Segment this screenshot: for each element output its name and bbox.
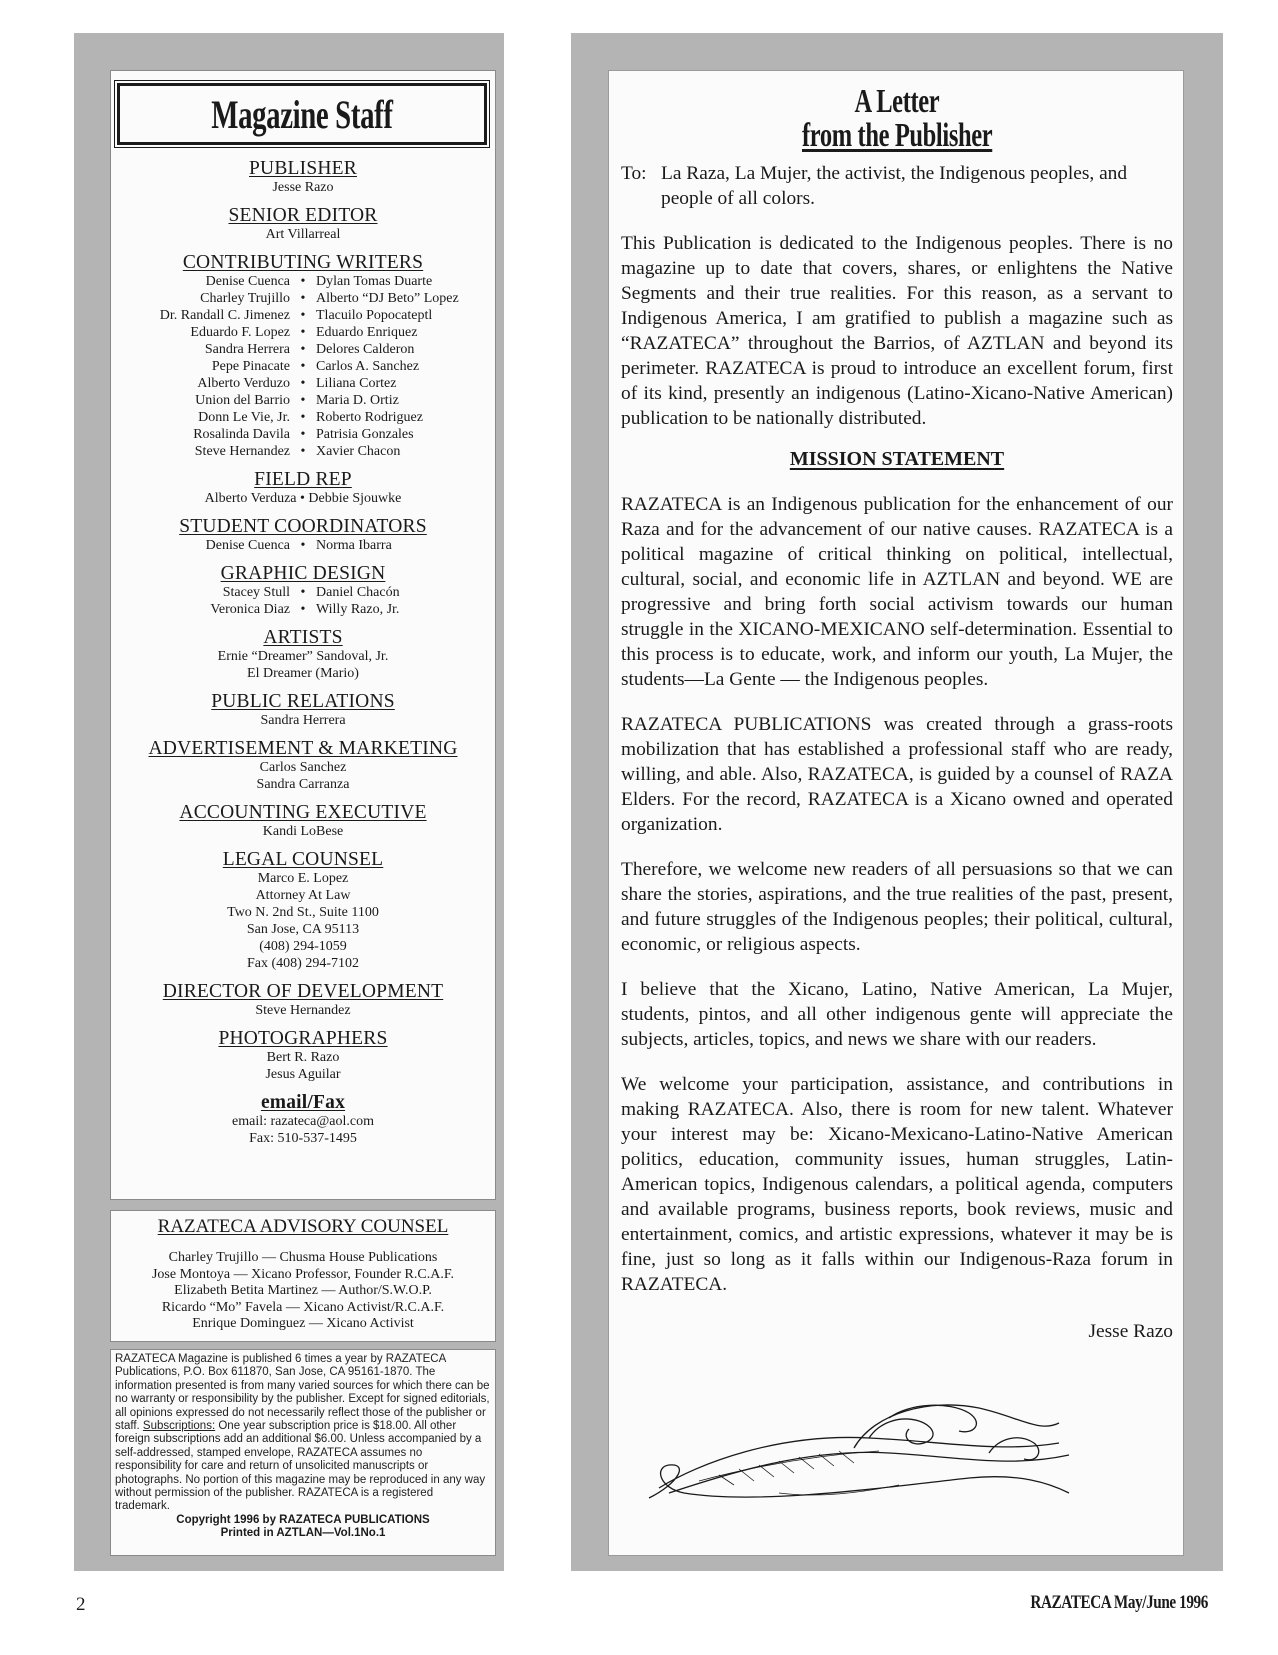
subscriptions-label: Subscriptions: (142, 1420, 216, 1433)
staff-row (111, 324, 495, 341)
staff-name: Roberto Rodriguez (316, 410, 423, 425)
bullet-separator: • (300, 325, 306, 340)
staff-name: Sandra Herrera (204, 342, 290, 357)
letter-paragraph: RAZATECA is an Indigenous publication for the enhancement of our Raza and for the advancement of our native causes. RAZATECA is a political magazine of critical thinking on political, intellectual, cultural, social, and economic life in AZTLAN and beyond. WE are progressive and bring forth social activism towards our human struggle in the XICANO-MEXICANO self-determination. Essential to this process is to educate, work, and inform our youth, La Mujer, the students—La Gente — the Indigenous peoples. (621, 494, 1173, 690)
page-number: 2 (76, 1594, 86, 1615)
staff-name: Art Villarreal (265, 227, 341, 242)
section-graphic-design (111, 564, 495, 618)
staff-name: Two N. 2nd St., Suite 1100 (227, 905, 379, 920)
staff-name: El Dreamer (Mario) (247, 666, 359, 681)
staff-name: Alberto “DJ Beto” Lopez (316, 291, 459, 306)
advisor: Jose Montoya — Xicano Professor, Founder R.C.A.F. (151, 1266, 455, 1282)
staff-name: Norma Ibarra (316, 538, 392, 553)
staff-name: Pepe Pinacate (211, 359, 290, 374)
staff-title: Magazine Staff (211, 91, 393, 137)
staff-row (111, 290, 495, 307)
staff-name: Fax (408) 294-7102 (247, 956, 359, 971)
signer-name: Jesse Razo (1088, 1321, 1173, 1342)
bullet-separator: • (300, 538, 306, 553)
staff-name: Xavier Chacon (316, 444, 401, 459)
to-label: To: (621, 163, 647, 184)
advisory-heading: RAZATECA ADVISORY COUNSEL (157, 1216, 449, 1237)
section-heading: DIRECTOR OF DEVELOPMENT (162, 981, 444, 1002)
staff-name: Dylan Tomas Duarte (316, 274, 433, 289)
section-heading: PHOTOGRAPHERS (218, 1028, 388, 1049)
bullet-separator: • (300, 274, 306, 289)
staff-name: (408) 294-1059 (259, 939, 347, 954)
staff-name: Tlacuilo Popocateptl (316, 308, 433, 323)
section-heading: FIELD REP (254, 469, 352, 490)
staff-name: Kandi LoBese (262, 824, 344, 839)
staff-row (111, 426, 495, 443)
section-accounting (111, 803, 495, 840)
section-legal-counsel (111, 850, 495, 972)
staff-name: Carlos A. Sanchez (316, 359, 420, 374)
staff-row (111, 392, 495, 409)
staff-name: Marco E. Lopez (257, 871, 349, 886)
advisor: Charley Trujillo — Chusma House Publications (168, 1250, 438, 1265)
section-student-coordinators (111, 517, 495, 554)
staff-name: Eduardo F. Lopez (190, 325, 290, 340)
staff-name: Rosalinda Davila (193, 427, 290, 442)
advisor: Enrique Dominguez — Xicano Activist (192, 1316, 414, 1331)
advisory-list (111, 1250, 495, 1333)
email-address: email: razateca@aol.com (232, 1114, 374, 1129)
section-heading: SENIOR EDITOR (228, 205, 378, 226)
staff-name: Sandra Carranza (256, 777, 350, 792)
staff-name: Steve Hernandez (194, 444, 290, 459)
issue-footer-text: RAZATECA May/June 1996 (1030, 1592, 1208, 1613)
staff-row (111, 341, 495, 358)
notice-text: RAZATECA Magazine is published 6 times a year by RAZATECA Publications, P.O. Box 611870, San Jose, CA 95161-1870. The information presented is from many varied sources for which there can be no warranty or responsibility by the publisher. Except for signed editorials, all opinions expressed do not necessarily reflect those of the publisher or staff. (115, 1353, 490, 1433)
staff-row (111, 584, 495, 601)
staff-name: Patrisia Gonzales (316, 427, 414, 442)
advisor: Elizabeth Betita Martinez — Author/S.W.O.P. (174, 1283, 432, 1298)
staff-name: Sandra Herrera (260, 713, 346, 728)
staff-row (111, 537, 495, 554)
contributing-writers-list (111, 273, 495, 460)
staff-title-box (117, 83, 487, 145)
publisher-letter-panel (608, 70, 1184, 1556)
salutation (621, 161, 1173, 211)
section-heading: email/Fax (260, 1092, 346, 1113)
advisory-counsel-panel (110, 1210, 496, 1342)
staff-name: Denise Cuenca (205, 538, 290, 553)
issue-footer (986, 1592, 1208, 1614)
section-photographers (111, 1029, 495, 1083)
staff-name: Charley Trujillo (200, 291, 290, 306)
fax-number: Fax: 510-537-1495 (249, 1131, 357, 1146)
staff-row (111, 443, 495, 460)
bullet-separator: • (300, 444, 306, 459)
staff-name: Steve Hernandez (255, 1003, 351, 1018)
publication-notice-panel (110, 1349, 496, 1556)
staff-name: San Jose, CA 95113 (246, 922, 360, 937)
printed-line: Printed in AZTLAN—Vol.1No.1 (220, 1527, 386, 1540)
staff-name: Veronica Diaz (210, 602, 290, 617)
magazine-staff-panel (110, 70, 496, 1200)
letter-paragraph: RAZATECA PUBLICATIONS was created through a grass-roots mobilization that has established a professional staff who are ready, willing, and able. Also, RAZATECA, is guided by a counsel of RAZA Elders. For the record, RAZATECA is a Xicano owned and operated organization. (621, 714, 1173, 835)
letter-paragraph: I believe that the Xicano, Latino, Native American, La Mujer, students, pintos, and all other indigenous gente will appreciate the subjects, articles, topics, and news we share with our readers. (621, 979, 1173, 1050)
staff-list (111, 159, 495, 1157)
staff-name: Jesus Aguilar (265, 1067, 341, 1082)
section-contributing-writers (111, 253, 495, 460)
staff-name: Attorney At Law (255, 888, 351, 903)
staff-name: Dr. Randall C. Jimenez (159, 308, 290, 323)
staff-name: Carlos Sanchez (259, 760, 347, 775)
staff-name: Donn Le Vie, Jr. (198, 410, 290, 425)
section-public-relations (111, 692, 495, 729)
section-advertisement (111, 739, 495, 793)
staff-name: Alberto Verduzo (197, 376, 290, 391)
notice-text: One year subscription price is $18.00. All other foreign subscriptions add an additional $6.00. Unless accompanied by a self-addressed, stamped envelope, RAZATECA assumes no responsibility for care and return of unsolicited manuscripts or photographs. No portion of this magazine may be reproduced in any way without permission of the publisher. RAZATECA is a registered trademark. (115, 1420, 486, 1513)
student-coordinators-list (111, 537, 495, 554)
bullet-separator: • (300, 585, 306, 600)
letter-paragraph: Therefore, we welcome new readers of all persuasions so that we can share the stories, aspirations, and the true realities of the past, present, and future struggles of the Indigenous peoples; their political, cultural, economic, or religious aspects. (621, 859, 1173, 955)
letter-body (621, 161, 1173, 1344)
graphic-design-list (111, 584, 495, 618)
letter-paragraph: This Publication is dedicated to the Indigenous peoples. There is no magazine up to date that covers, shares, or enlightens the Native Segments and their true realities. For this reason, as a servant to Indigenous America, I am gratified to publish a magazine such as “RAZATECA” throughout the Barrios, of AZTLAN and beyond its perimeter. RAZATECA is proud to introduce an excellent forum, first of its kind, presently an indigenous (Latino-Xicano-Native American) publication to be nationally distributed. (621, 233, 1173, 429)
staff-name: Willy Razo, Jr. (316, 602, 400, 617)
section-heading: PUBLIC RELATIONS (211, 691, 395, 712)
letter-title-line1: A Letter (854, 83, 940, 120)
letter-title (609, 85, 1185, 153)
staff-name: Eduardo Enriquez (316, 325, 418, 340)
bullet-separator: • (300, 602, 306, 617)
section-senior-editor (111, 206, 495, 243)
letter-paragraph: We welcome your participation, assistance, and contributions in making RAZATECA. Also, there is room for new talent. Whatever your interest may be: Xicano-Mexicano-Latino-Native American politics, education, community issues, human struggles, Latin-American topics, Indigenous calendars, a political agenda, computers and available programs, business reports, book reviews, music and entertainment, comics, and artistic expressions, whatever it may be is fine, just so long as it falls within our Indigenous-Raza forum in RAZATECA. (621, 1074, 1173, 1295)
section-heading: ADVERTISEMENT & MARKETING (148, 738, 458, 759)
bullet-separator: • (300, 376, 306, 391)
bullet-separator: • (300, 342, 306, 357)
advisor: Ricardo “Mo” Favela — Xicano Activist/R.C.A.F. (161, 1299, 445, 1315)
staff-row (111, 307, 495, 324)
bullet-separator: • (300, 410, 306, 425)
staff-name: Alberto Verduza • Debbie Sjouwke (204, 491, 402, 506)
mission-heading: MISSION STATEMENT (789, 448, 1005, 470)
staff-name: Liliana Cortez (316, 376, 397, 391)
letter-title-line2: from the Publisher (801, 117, 993, 154)
section-email-fax (111, 1093, 495, 1147)
section-artists (111, 628, 495, 682)
section-heading: PUBLISHER (249, 158, 357, 179)
staff-name: Bert R. Razo (266, 1050, 340, 1065)
bullet-separator: • (300, 427, 306, 442)
staff-name: Stacey Stull (222, 585, 290, 600)
section-heading: STUDENT COORDINATORS (179, 516, 427, 537)
bullet-separator: • (300, 308, 306, 323)
staff-name: Union del Barrio (195, 393, 290, 408)
bullet-separator: • (300, 359, 306, 374)
copyright-line: Copyright 1996 by RAZATECA PUBLICATIONS (176, 1513, 430, 1526)
staff-name: Denise Cuenca (205, 274, 290, 289)
staff-name: Jesse Razo (272, 180, 334, 195)
bullet-separator: • (300, 291, 306, 306)
staff-row (111, 358, 495, 375)
section-heading: ACCOUNTING EXECUTIVE (179, 802, 427, 823)
section-publisher (111, 159, 495, 196)
section-heading: GRAPHIC DESIGN (220, 563, 386, 584)
staff-row (111, 375, 495, 392)
section-heading: ARTISTS (263, 627, 343, 648)
bullet-separator: • (300, 393, 306, 408)
staff-name: Maria D. Ortiz (316, 393, 399, 408)
staff-name: Delores Calderon (316, 342, 415, 357)
feather-signature-drawing (639, 1393, 1079, 1503)
section-director (111, 982, 495, 1019)
publication-notice (115, 1353, 491, 1514)
to-text: La Raza, La Mujer, the activist, the Indigenous peoples, and people of all colors. (661, 163, 1128, 209)
staff-name: Ernie “Dreamer” Sandoval, Jr. (217, 649, 389, 664)
section-field-rep (111, 470, 495, 507)
staff-row (111, 601, 495, 618)
section-heading: LEGAL COUNSEL (222, 849, 384, 870)
staff-row (111, 273, 495, 290)
staff-name: Daniel Chacón (316, 585, 400, 600)
section-heading: CONTRIBUTING WRITERS (182, 252, 424, 273)
staff-row (111, 409, 495, 426)
